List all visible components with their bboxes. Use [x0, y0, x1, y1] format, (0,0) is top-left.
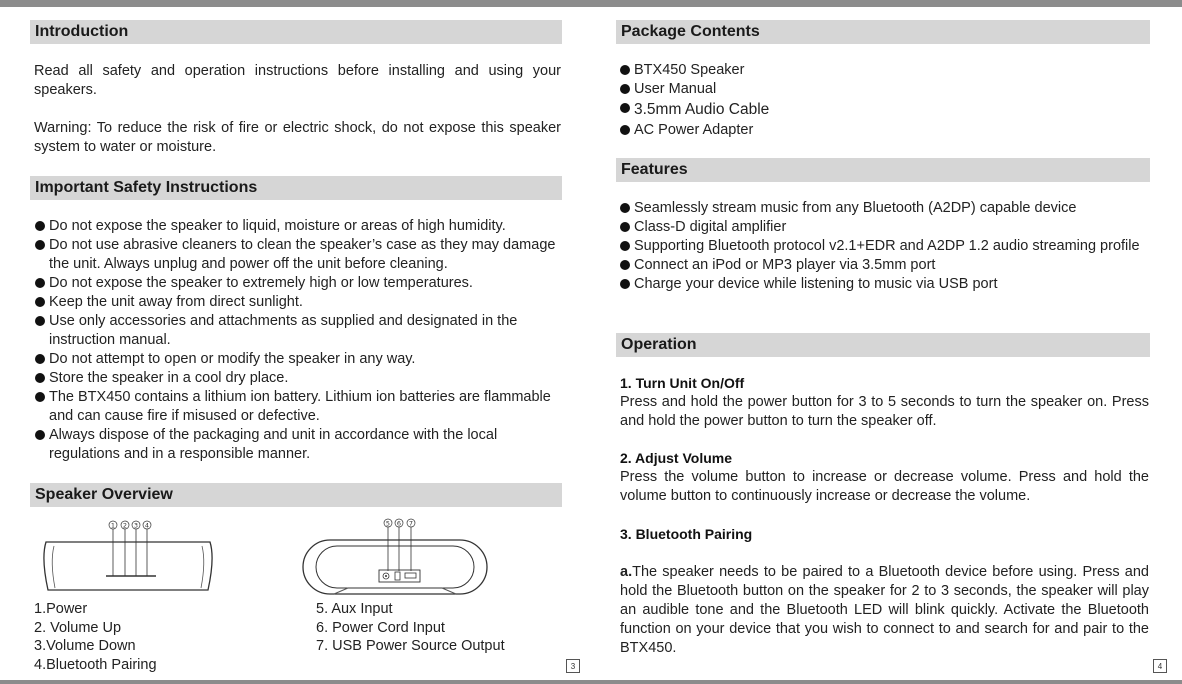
features-heading: Features	[616, 158, 1150, 182]
legend-item: 2. Volume Up	[34, 619, 122, 636]
aux-port-center	[385, 575, 387, 577]
callout-label: 4	[144, 521, 150, 530]
step3-title: 3. Bluetooth Pairing	[620, 526, 753, 542]
list-item: Seamlessly stream music from any Bluetooth (A2DP) capable device	[620, 199, 1150, 218]
step2-title: 2. Adjust Volume	[620, 450, 733, 466]
list-item: Charge your device while listening to music via USB port	[620, 275, 1150, 294]
step1-title: 1. Turn Unit On/Off	[620, 375, 745, 391]
list-item: The BTX450 contains a lithium ion battery. Lithium ion batteries are flammable and can cause fire if misused or defective.	[35, 388, 562, 426]
step2-text: Press the volume button to increase or decrease volume. Press and hold the volume button to continuously increase or decrease the volume.	[620, 469, 1149, 504]
introduction-heading: Introduction	[30, 20, 562, 44]
legend-item: 5. Aux Input	[316, 601, 393, 617]
features-list	[620, 199, 1150, 294]
callout-label: 6	[396, 519, 402, 528]
list-item: Store the speaker in a cool dry place.	[35, 369, 562, 388]
list-item: Keep the unit away from direct sunlight.	[35, 293, 562, 312]
list-item: User Manual	[620, 80, 1150, 99]
list-item: Do not expose the speaker to liquid, moisture or areas of high humidity.	[35, 217, 562, 236]
list-item: 3.5mm Audio Cable	[620, 99, 1150, 121]
speaker-edge-left	[52, 546, 55, 588]
safety-list	[35, 217, 562, 464]
list-item: Supporting Bluetooth protocol v2.1+EDR and A2DP 1.2 audio streaming profile	[620, 237, 1150, 256]
legend-item: 4.Bluetooth Pairing	[34, 657, 157, 674]
top-border-bar	[0, 0, 1182, 7]
legend-item: 6. Power Cord Input	[316, 619, 445, 636]
speaker-body-outline	[44, 542, 212, 590]
safety-heading: Important Safety Instructions	[30, 176, 562, 200]
page-number: 3	[566, 659, 580, 673]
list-item: Do not attempt to open or modify the speaker in any way.	[35, 350, 562, 369]
page-number: 4	[1153, 659, 1167, 673]
bottom-border-bar	[0, 680, 1182, 684]
step3a-paragraph	[620, 563, 1149, 658]
back-feet	[334, 588, 456, 594]
callout-label: 2	[122, 521, 128, 530]
warning-paragraph: Warning: To reduce the risk of fire or electric shock, do not expose this speaker system to water or moisture.	[34, 120, 561, 155]
callout-label: 1	[110, 521, 116, 530]
list-item: AC Power Adapter	[620, 121, 1150, 140]
list-item: Do not expose the speaker to extremely high or low temperatures.	[35, 274, 562, 293]
list-item: Class-D digital amplifier	[620, 218, 1150, 237]
intro-paragraph: Read all safety and operation instructions before installing and using your speakers.	[34, 63, 561, 98]
speaker-edge-right	[201, 546, 204, 588]
package-contents-heading: Package Contents	[616, 20, 1150, 44]
ports-legend	[316, 600, 505, 656]
step3a-text: The speaker needs to be paired to a Bluetooth device before using. Press and hold the Bluetooth button on the speaker for 2 to 3 seconds, the speaker will play an audible tone and the Bluetooth LED will blink quickly. Activate the Bluetooth function on your device that you wish to connect to and search for and pair to the BTX450.	[620, 564, 1149, 656]
legend-item: 1.Power	[34, 601, 88, 617]
speaker-overview-heading: Speaker Overview	[30, 483, 562, 507]
legend-item: 3.Volume Down	[34, 638, 136, 655]
back-outer-outline	[303, 540, 487, 594]
step3a-label: a.	[620, 564, 633, 580]
operation-heading: Operation	[616, 333, 1150, 357]
speaker-top-view-diagram	[38, 518, 218, 594]
callout-label: 7	[408, 519, 414, 528]
step1-text: Press and hold the power button for 3 to 5 seconds to turn the speaker on. Press and hold the power button to turn the speaker off.	[620, 394, 1149, 429]
list-item: BTX450 Speaker	[620, 61, 1150, 80]
list-item: Do not use abrasive cleaners to clean the speaker’s case as they may damage the unit. Always unplug and power off the unit before cleaning.	[35, 236, 562, 274]
callout-label: 3	[133, 521, 139, 530]
legend-item: 7. USB Power Source Output	[316, 638, 505, 655]
usb-port-icon	[405, 573, 416, 578]
list-item: Connect an iPod or MP3 player via 3.5mm port	[620, 256, 1150, 275]
controls-legend	[34, 600, 157, 675]
speaker-back-view-diagram	[300, 516, 490, 596]
package-contents-list	[620, 61, 1150, 140]
power-cord-port-icon	[395, 572, 400, 580]
callout-label: 5	[385, 519, 391, 528]
list-item: Always dispose of the packaging and unit in accordance with the local regulations and in a responsible manner.	[35, 426, 562, 464]
list-item: Use only accessories and attachments as supplied and designated in the instruction manual.	[35, 312, 562, 350]
